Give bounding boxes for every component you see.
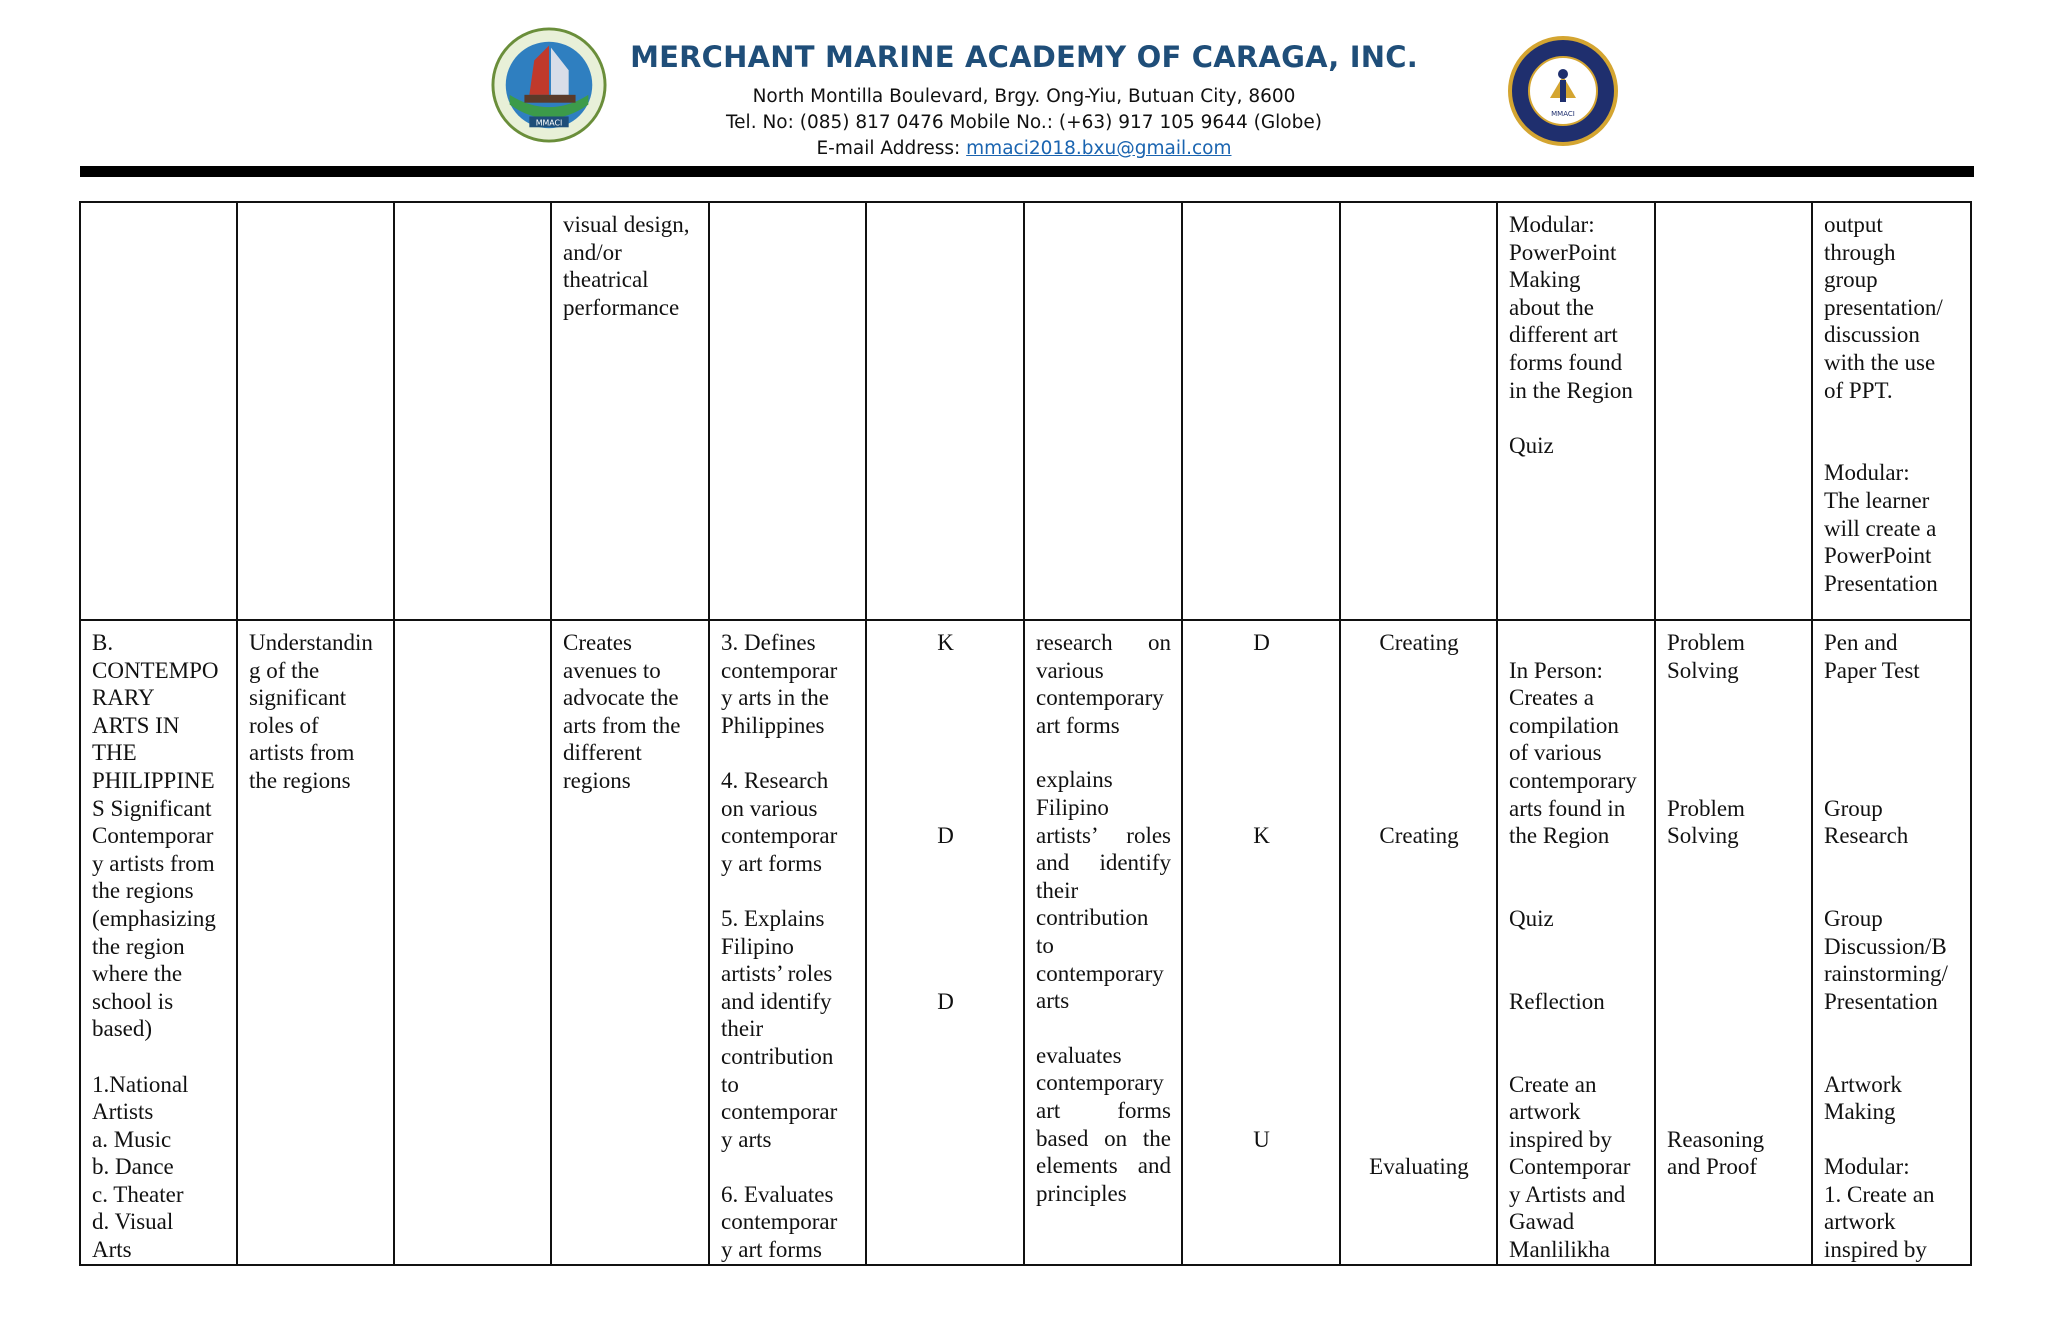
email-link[interactable]: mmaci2018.bxu@gmail.com (966, 138, 1232, 159)
table-cell: K D D (866, 620, 1024, 1265)
school-email-line (0, 138, 2048, 159)
table-cell (1655, 202, 1812, 620)
school-phone: Tel. No: (085) 817 0476 Mobile No.: (+63) 917 105 9644 (Globe) (726, 112, 1322, 133)
table-cell (1340, 202, 1497, 620)
cell-paragraph: explains Filipino artists’ roles and identify their contribution to contemporary arts (1036, 767, 1171, 1014)
table-cell: visual design, and/or theatrical performance (551, 202, 709, 620)
email-label: E-mail Address: (816, 138, 967, 159)
table-cell (866, 202, 1024, 620)
table-cell: D K U (1182, 620, 1340, 1265)
table-row (80, 620, 1971, 1265)
table-row (80, 202, 1971, 620)
table-cell: Creating Creating Evaluating (1340, 620, 1497, 1265)
header-divider (80, 166, 1974, 177)
table-cell (80, 202, 237, 620)
right-logo-badge: MMACI (1551, 110, 1575, 118)
cell-paragraph: research on various contemporary art forms (1036, 630, 1171, 738)
school-name: MERCHANT MARINE ACADEMY OF CARAGA, INC. (630, 40, 1418, 74)
table-cell (1024, 202, 1182, 620)
cell-paragraph: evaluates contemporary art forms based on the elements and principles (1036, 1042, 1171, 1206)
letterhead (0, 0, 2048, 170)
table-cell (237, 202, 394, 620)
school-address: North Montilla Boulevard, Brgy. Ong-Yiu, Butuan City, 8600 (752, 86, 1296, 107)
table-cell: B. CONTEMPO RARY ARTS IN THE PHILIPPINE S Significant Contemporar y artists from the regions (emphasizing the region where the school is based) 1.National Artists a. Music b. Dance c. Theater d. Visual Arts (80, 620, 237, 1265)
table-cell: In Person: Creates a compilation of various contemporary arts found in the Region Quiz Reflection Create an artwork inspired by Contemporar y Artists and Gawad Manlilikha (1497, 620, 1655, 1265)
table-cell (709, 202, 866, 620)
curriculum-table (79, 201, 1972, 1266)
table-cell: 3. Defines contemporar y arts in the Philippines 4. Research on various contemporar y art forms 5. Explains Filipino artists’ roles and identify their contribution to contemporar y arts 6. Evaluates contemporar y art forms (709, 620, 866, 1265)
table-cell (1182, 202, 1340, 620)
table-cell: output through group presentation/ discussion with the use of PPT. Modular: The learner will create a PowerPoint Presentation (1812, 202, 1971, 620)
table-cell (394, 202, 551, 620)
left-logo-badge: MMACI (535, 118, 563, 128)
table-cell (1024, 620, 1182, 1265)
table-cell: Pen and Paper Test Group Research Group Discussion/B rainstorming/ Presentation Artwork Making Modular: 1. Create an artwork inspired by (1812, 620, 1971, 1265)
table-cell: Problem Solving Problem Solving Reasoning and Proof (1655, 620, 1812, 1265)
table-cell: Creates avenues to advocate the arts from the different regions (551, 620, 709, 1265)
table-cell: Understandin g of the significant roles of artists from the regions (237, 620, 394, 1265)
senior-high-school-logo (1508, 36, 1618, 146)
table-cell (394, 620, 551, 1265)
table-cell: Modular: PowerPoint Making about the different art forms found in the Region Quiz (1497, 202, 1655, 620)
